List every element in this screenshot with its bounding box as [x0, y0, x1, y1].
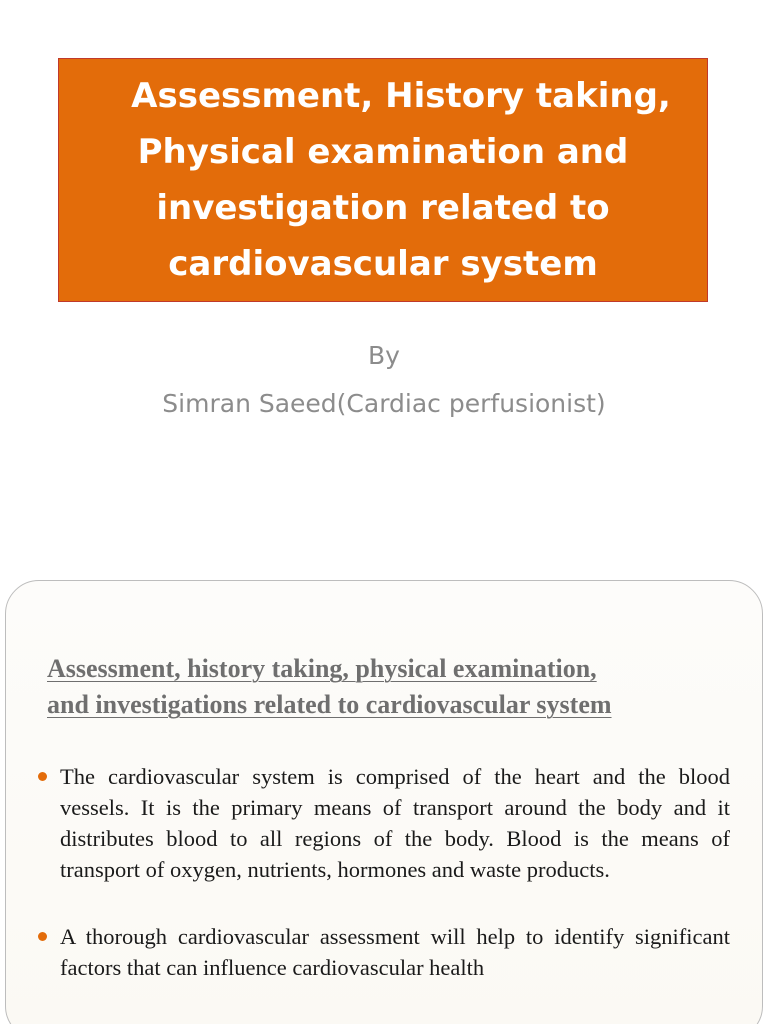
title-line: cardiovascular system: [168, 244, 598, 284]
bullet-dot-icon: [38, 932, 47, 941]
bullet-text: The cardiovascular system is comprised of the heart and the blood vessels. It is the primary means of transport around the body and it distributes blood to all regions of the body. Blood is the means of transport of oxygen, nutrients, hormones and waste products.: [60, 764, 730, 882]
content-heading: [47, 651, 727, 723]
heading-line: Assessment, history taking, physical examination,: [47, 654, 597, 683]
content-slide: [5, 580, 763, 1024]
heading-line: and investigations related to cardiovascular system: [47, 690, 612, 719]
byline: [0, 332, 768, 428]
author-name: Simran Saeed(Cardiac perfusionist): [162, 389, 606, 418]
title-line: Physical examination and: [137, 132, 629, 172]
bullet-item: [36, 921, 730, 983]
slide-title: [59, 68, 707, 292]
bullet-dot-icon: [38, 772, 47, 781]
title-line: Assessment, History taking,: [131, 76, 671, 116]
bullet-text: A thorough cardiovascular assessment will help to identify significant factors that can influence cardiovascular health: [60, 924, 730, 980]
title-line: investigation related to: [156, 188, 610, 228]
bullet-list: [36, 761, 730, 983]
title-banner: [58, 58, 708, 302]
by-label: By: [368, 341, 400, 370]
bullet-item: [36, 761, 730, 885]
